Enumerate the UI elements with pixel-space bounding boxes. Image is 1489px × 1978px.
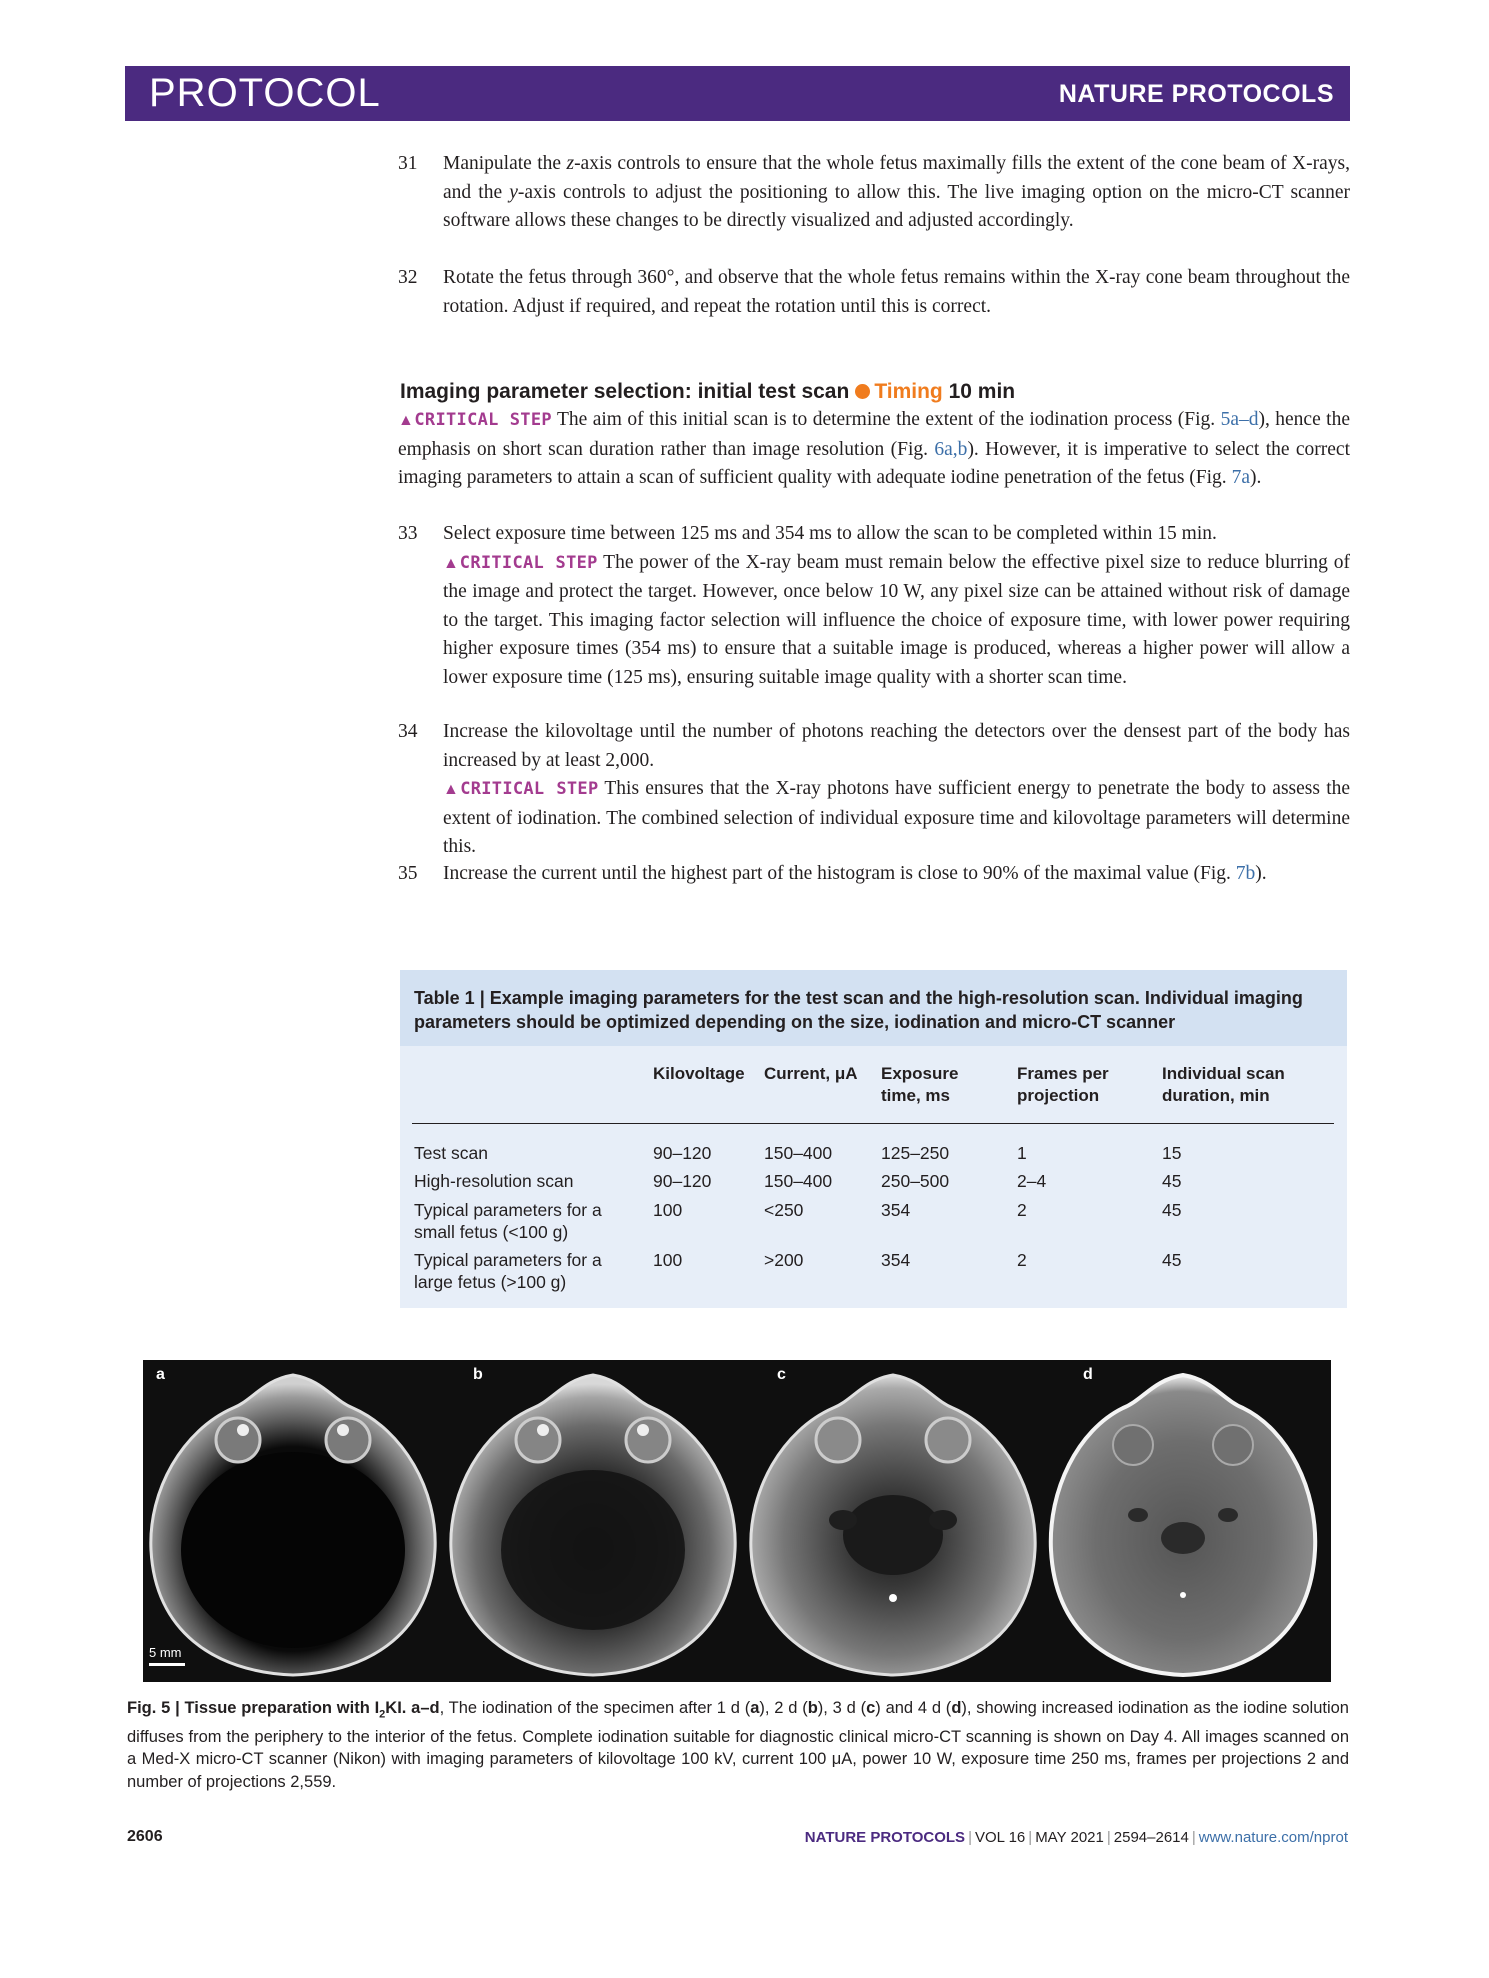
- step-body: Increase the kilovoltage until the number of photons reaching the detectors over the densest part of the body has increased by at least 2,000.: [443, 721, 1350, 771]
- warning-triangle-icon: ▲: [398, 412, 415, 429]
- intro-text: ), hence the emphasis on short scan duration rather than image resolution (Fig.: [398, 409, 1350, 460]
- step-body: Select exposure time between 125 ms and 354 ms to allow the scan to be completed within 15 min.: [443, 523, 1217, 544]
- critical-step-label: CRITICAL STEP: [459, 552, 598, 573]
- ct-slice-a: [151, 1375, 435, 1675]
- ct-slice-c: [751, 1375, 1035, 1675]
- table-cell: Typical parameters for a small fetus (<100 g): [414, 1200, 602, 1242]
- step-number: 31: [398, 153, 418, 174]
- panel-label-b: b: [473, 1366, 483, 1383]
- step-number: 33: [398, 523, 418, 544]
- step-text: [443, 264, 1350, 321]
- table-cell: 100: [653, 1200, 683, 1220]
- table-header: Individual scan duration, min: [1162, 1064, 1285, 1105]
- step-body: Rotate the fetus through 360°, and observe that the whole fetus remains within the X-ray cone beam throughout the rotation. Adjust if required, and repeat the rotation until this is correct.: [443, 267, 1350, 317]
- table-cell: 15: [1162, 1143, 1182, 1163]
- table-cell: 2: [1017, 1200, 1027, 1220]
- step-number: 34: [398, 721, 418, 742]
- timing-dot-icon: [855, 384, 870, 399]
- critical-step-label: CRITICAL STEP: [414, 410, 552, 430]
- panel-label-d: d: [1083, 1366, 1093, 1383]
- table-header: Kilovoltage: [653, 1064, 745, 1083]
- axis-variable: y: [509, 181, 518, 203]
- panel-label-a: a: [156, 1366, 165, 1383]
- table-rule: [412, 1123, 1334, 1124]
- figure-5-image: [143, 1360, 1331, 1682]
- figure-caption: Fig. 5 | Tissue preparation with $I_2KI$. a–d, The iodination of the specimen after 1 d (a), 2 d (b), 3 d (c) and 4 d (d), showing increased iodination as the iodine solution diffuses from the periphery to the interior of the fetus. Complete iodination suitable for diagnostic clinical micro-CT scanning is shown on Day 4. All images scanned on a Med-X micro-CT scanner (Nikon) with imaging parameters of kilovoltage 100 kV, current 100 μA, power 10 W, exposure time 250 ms, frames per projections 2 and number of projections 2,559.: [127, 1699, 1349, 1791]
- footer-volume: VOL 16: [974, 1829, 1026, 1846]
- figure-link[interactable]: 7b: [1235, 863, 1256, 884]
- table-header: Frames per projection: [1017, 1064, 1109, 1105]
- table-1: [400, 970, 1347, 1308]
- table-cell: 45: [1162, 1250, 1182, 1270]
- step-text: [443, 150, 1350, 236]
- step-body: -axis controls to adjust the positioning to allow this. The live imaging option on the micro-CT scanner software allows these changes to be directly visualized and adjusted accordingly.: [443, 181, 1350, 231]
- scale-bar: [149, 1663, 185, 1666]
- table-cell: 354: [881, 1200, 911, 1220]
- ct-slice-d: [1051, 1375, 1315, 1675]
- table-cell: High-resolution scan: [414, 1171, 574, 1191]
- footer-date: MAY 2021: [1035, 1829, 1104, 1846]
- ct-slice-b: [451, 1375, 735, 1675]
- table-cell: 150–400: [764, 1171, 833, 1191]
- figure-link[interactable]: 6a,b: [934, 438, 968, 460]
- axis-variable: z: [566, 153, 575, 174]
- scale-bar-label: 5 mm: [149, 1645, 182, 1660]
- table-cell: Typical parameters for a large fetus (>100 g): [414, 1250, 602, 1292]
- footer-pages: 2594–2614: [1113, 1829, 1189, 1846]
- intro-text: ).: [1249, 467, 1262, 488]
- table-cell: 150–400: [764, 1143, 833, 1163]
- footer-citation: NATURE PROTOCOLS | VOL 16 | MAY 2021 | 2594–2614 | www.nature.com/nprot: [804, 1829, 1348, 1846]
- intro-paragraph: [398, 406, 1350, 493]
- step-34: [398, 718, 1350, 862]
- table-header: Exposure time, ms: [881, 1064, 959, 1105]
- step-body: Manipulate the: [443, 153, 567, 174]
- timing-value: 10 min: [948, 380, 1016, 403]
- journal-name: NATURE PROTOCOLS: [1058, 80, 1334, 108]
- footer-journal: NATURE PROTOCOLS: [804, 1829, 966, 1846]
- warning-triangle-icon: ▲: [443, 781, 461, 798]
- caption-label: Fig. 5 | Tissue preparation with $I_2KI$. a–d: [127, 1699, 440, 1721]
- step-body: Increase the current until the highest part of the histogram is close to 90% of the maximal value (Fig.: [443, 863, 1236, 884]
- step-body: ).: [1255, 863, 1267, 884]
- figure-link[interactable]: 7a: [1231, 467, 1250, 488]
- critical-text: The power of the X-ray beam must remain below the effective pixel size to reduce blurring of the image and protect the target. However, once below 10 W, any pixel size can be attained without risk of damage to the target. This imaging factor selection will influence the choice of exposure time, with lower power requiring higher exposure times (354 ms) to ensure that a suitable image is produced, whereas a higher power will allow a lower exposure time (125 ms), ensuring suitable image quality with a shorter scan time.: [443, 551, 1351, 688]
- table-cell: 45: [1162, 1200, 1182, 1220]
- table-cell: 1: [1017, 1143, 1027, 1163]
- intro-text: The aim of this initial scan is to determine the extent of the iodination process (Fig.: [551, 409, 1221, 430]
- table-cell: 90–120: [653, 1171, 712, 1191]
- step-text: [443, 860, 1350, 889]
- section-type-label: PROTOCOL: [149, 71, 381, 115]
- table-cell: >200: [764, 1250, 804, 1270]
- step-number: 35: [398, 863, 418, 884]
- table-cell: <250: [764, 1200, 804, 1220]
- warning-triangle-icon: ▲: [443, 554, 460, 572]
- critical-step-label: CRITICAL STEP: [460, 779, 599, 799]
- table-title: Table 1 | Example imaging parameters for the test scan and the high-resolution scan. Individual imaging parameters should be optimized depending on the size, iodination and micro-CT scanner: [414, 988, 1303, 1032]
- table-cell: 354: [881, 1250, 911, 1270]
- page-number: 2606: [127, 1828, 163, 1845]
- timing-label: Timing: [874, 380, 943, 403]
- step-number: 32: [398, 267, 418, 288]
- step-35: [398, 860, 1350, 889]
- step-32: [398, 264, 1350, 321]
- table-header: Current, μA: [764, 1064, 858, 1083]
- table-cell: 90–120: [653, 1143, 712, 1163]
- ct-scan-panels: [143, 1360, 1331, 1682]
- table-cell: 100: [653, 1250, 683, 1270]
- table-cell: 2: [1017, 1250, 1027, 1270]
- footer-url[interactable]: www.nature.com/nprot: [1198, 1829, 1348, 1846]
- section-heading: [400, 378, 1015, 406]
- figure-link[interactable]: 5a–d: [1220, 409, 1259, 430]
- critical-text: This ensures that the X-ray photons have sufficient energy to penetrate the body to assess the extent of iodination. The combined selection of individual exposure time and kilovoltage parameters will determine this.: [443, 778, 1351, 857]
- table-cell: 45: [1162, 1171, 1182, 1191]
- table-cell: Test scan: [414, 1143, 488, 1163]
- table-cell: 250–500: [881, 1171, 950, 1191]
- panel-label-c: c: [777, 1366, 786, 1383]
- step-body: -axis controls to ensure that the whole fetus maximally fills the extent of the cone beam of X-rays, and the: [443, 153, 1350, 203]
- table-cell: 2–4: [1017, 1171, 1047, 1191]
- header-bar: [125, 66, 1350, 121]
- step-31: [398, 150, 1350, 236]
- step-text: [443, 520, 1350, 692]
- section-title: Imaging parameter selection: initial test scan: [400, 380, 850, 403]
- step-33: [398, 520, 1350, 692]
- step-text: [443, 718, 1350, 862]
- intro-text: ). However, it is imperative to select the correct imaging parameters to attain a scan of sufficient quality with adequate iodine penetration of the fetus (Fig.: [398, 438, 1350, 488]
- table-cell: 125–250: [881, 1143, 950, 1163]
